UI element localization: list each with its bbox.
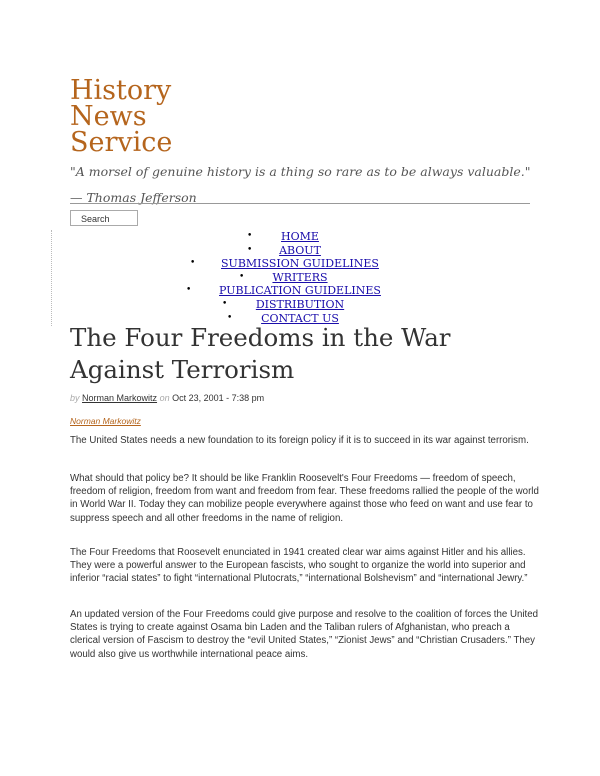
article-paragraph: What should that policy be? It should be like Franklin Roosevelt's Four Freedoms — freedom of speech, freedom of religion, freedom from want and freedom from fear. These freedoms rallied the people of the world in World War II. Today they can mobilize people everywhere against those who feed on want and use fear to suppress speech and all other freedoms in the name of religion. [70,473,539,524]
nav-link-home[interactable]: HOME [281,230,319,243]
logo-line-news: News [70,101,147,132]
header-divider [70,203,530,204]
bullet-icon: • [247,244,253,255]
site-quote: "A morsel of genuine history is a thing so rare as to be always valuable." [70,164,531,179]
nav-item-writers [0,271,600,285]
nav-link-writers[interactable]: WRITERS [272,270,328,284]
nav-item-submission-guidelines [0,257,600,271]
bullet-icon: • [247,231,253,241]
nav-link-submission-guidelines[interactable]: SUBMISSION GUIDELINES [221,257,379,271]
byline-author-link[interactable]: Norman Markowitz [82,393,158,403]
nav-item-publication-guidelines [0,284,600,298]
article-paragraph: The United States needs a new foundation to its foreign policy if it is to succeed in its war against terrorism. [70,435,529,446]
bullet-icon: • [190,258,196,269]
article-paragraph: The Four Freedoms that Roosevelt enunciated in 1941 created clear war aims against Hitler and his allies. They were a powerful answer to the European fascists, who sought to organize the world into superior and inferior “racial states” to fight “international Plutocrats,” “international Bolshevism” and “international Jewry.” [70,547,528,585]
article-title [70,322,530,386]
nav-link-contact-us[interactable]: CONTACT US [261,311,339,325]
nav-link-publication-guidelines[interactable]: PUBLICATION GUIDELINES [219,284,381,298]
byline-date: Oct 23, 2001 - 7:38 pm [172,393,265,403]
logo-line-service: Service [70,127,173,158]
nav-item-home [0,230,600,244]
bullet-icon: • [186,285,192,296]
byline-by: by [70,393,80,403]
bullet-icon: • [239,271,245,282]
main-nav [0,230,600,325]
quote-attribution: — Thomas Jefferson [70,190,197,205]
byline-on: on [159,393,170,403]
article-paragraph: An updated version of the Four Freedoms could give purpose and resolve to the coalition of forces the United States is trying to create against Osama bin Laden and the Taliban rulers of Afghanistan, who preach a clerical version of Fascism to destroy the “evil United States,” “Zionist Jews” and “Christian Crusaders.” They would also give us worthwhile international peace aims. [70,609,538,660]
article-title-line-2: Against Terrorism [70,355,295,384]
nav-item-about [0,244,600,258]
nav-link-distribution[interactable]: DISTRIBUTION [255,297,345,311]
article-title-line-1: The Four Freedoms in the War [70,323,451,352]
nav-link-about[interactable]: ABOUT [279,243,321,257]
search-button[interactable]: Search [70,210,138,226]
logo-line-history: History [70,75,172,106]
nav-item-distribution [0,298,600,312]
site-logo[interactable] [70,75,173,158]
bullet-icon: • [222,298,228,309]
article-byline [70,393,264,403]
bullet-icon: • [227,312,233,323]
author-link[interactable]: Norman Markowitz [70,416,141,426]
